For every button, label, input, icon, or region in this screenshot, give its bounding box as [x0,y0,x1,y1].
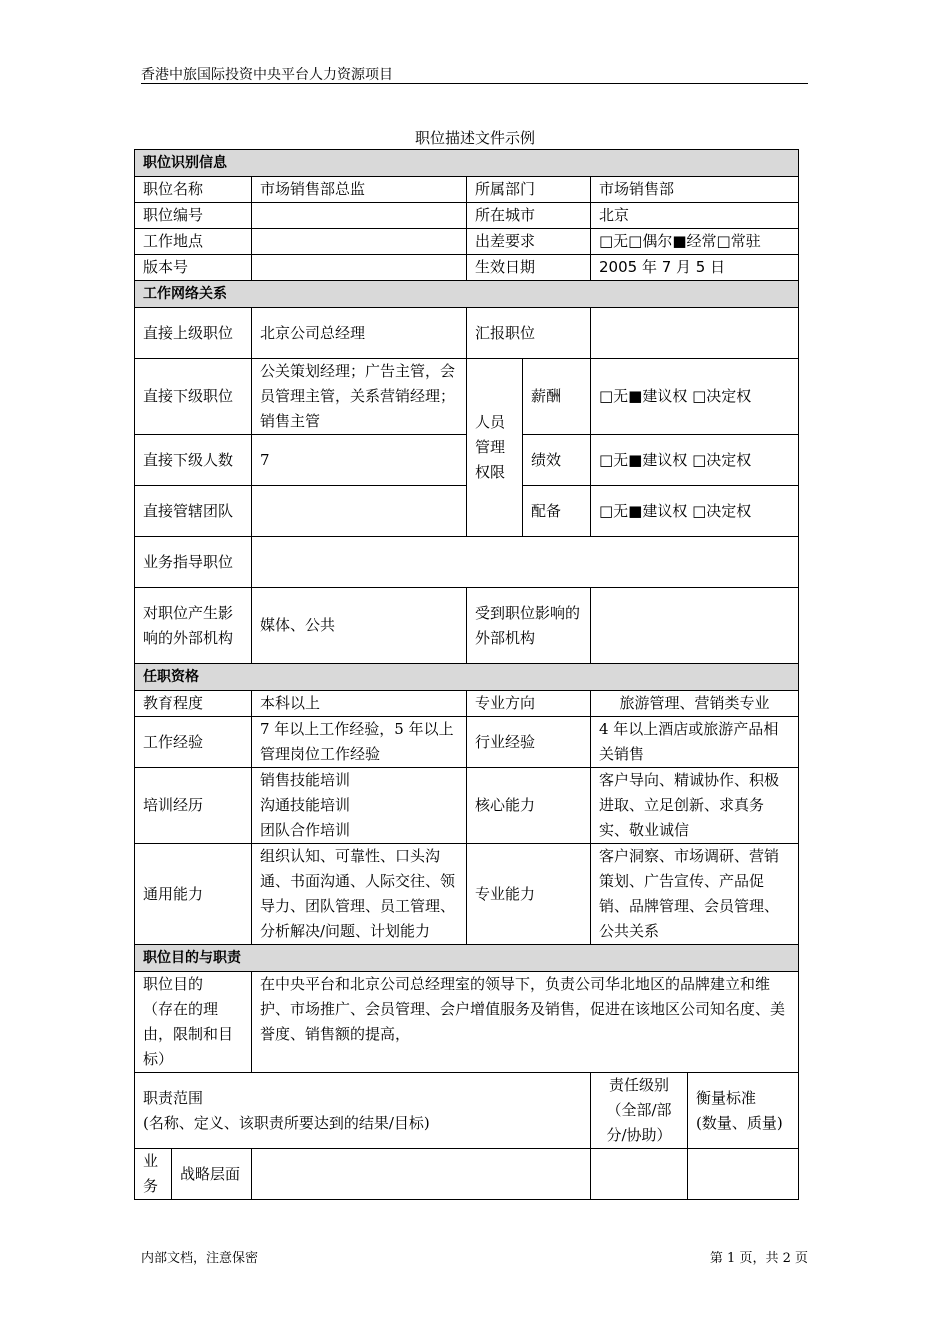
major-label: 专业方向 [467,691,591,717]
level-label: 责任级别 （全部/部分/协助） [591,1073,688,1149]
section-qualification: 任职资格 [135,664,799,691]
job-description-table [134,149,799,1200]
section-network: 工作网络关系 [135,281,799,308]
professional-value: 客户洞察、市场调研、营销策划、广告宣传、产品促销、品牌管理、会员管理、公共关系 [591,844,799,945]
team-label: 直接管辖团队 [135,486,252,537]
position-name-value: 市场销售部总监 [252,177,467,203]
ext-affected-label: 受到职位影响的外部机构 [467,588,591,664]
core-label: 核心能力 [467,768,591,844]
training-value: 销售技能培训 沟通技能培训 团队合作培训 [252,768,467,844]
education-value: 本科以上 [252,691,467,717]
ext-impact-value: 媒体、公共 [252,588,467,664]
salary-label: 薪酬 [523,359,591,435]
general-value: 组织认知、可靠性、口头沟通、书面沟通、人际交往、领导力、团队管理、员工管理、分析解决/问题、计划能力 [252,844,467,945]
subordinate-value: 公关策划经理；广告主管，会员管理主管，关系营销经理；销售主管 [252,359,467,435]
strategy-measure-value [688,1149,799,1200]
strategy-scope-value [252,1149,591,1200]
industry-value: 4 年以上酒店或旅游产品相关销售 [591,717,799,768]
dept-value: 市场销售部 [591,177,799,203]
guidance-value [252,537,799,588]
version-value [252,255,467,281]
code-label: 职位编号 [135,203,252,229]
hr-authority-label: 人员管理权限 [467,359,523,537]
location-label: 工作地点 [135,229,252,255]
position-name-label: 职位名称 [135,177,252,203]
code-value [252,203,467,229]
performance-label: 绩效 [523,435,591,486]
footer-page-number: 第 1 页，共 2 页 [709,1251,808,1266]
effective-date-label: 生效日期 [467,255,591,281]
purpose-text: 在中央平台和北京公司总经理室的领导下，负责公司华北地区的品牌建立和维护、市场推广、会员管理、会户增值服务及销售，促进在该地区公司知名度、美誉度、销售额的提高， [252,972,799,1073]
experience-label: 工作经验 [135,717,252,768]
footer-confidential: 内部文档，注意保密 [141,1251,259,1266]
training-label: 培训经历 [135,768,252,844]
experience-value: 7 年以上工作经验，5 年以上管理岗位工作经验 [252,717,467,768]
city-label: 所在城市 [467,203,591,229]
section-purpose: 职位目的与职责 [135,945,799,972]
city-value: 北京 [591,203,799,229]
dept-label: 所属部门 [467,177,591,203]
strategy-label: 战略层面 [172,1149,252,1200]
sub-count-label: 直接下级人数 [135,435,252,486]
subordinate-label: 直接下级职位 [135,359,252,435]
industry-label: 行业经验 [467,717,591,768]
purpose-label: 职位目的 （存在的理由，限制和目标） [135,972,252,1073]
general-label: 通用能力 [135,844,252,945]
travel-label: 出差要求 [467,229,591,255]
travel-value: □无□偶尔■经常□常驻 [591,229,799,255]
version-label: 版本号 [135,255,252,281]
effective-date-value: 2005 年 7 月 5 日 [591,255,799,281]
team-value [252,486,467,537]
business-label: 业务 [135,1149,172,1200]
salary-value: □无■建议权 □决定权 [591,359,799,435]
strategy-level-value [591,1149,688,1200]
superior-label: 直接上级职位 [135,308,252,359]
document-title: 职位描述文件示例 [414,129,535,147]
measure-label: 衡量标准 (数量、质量) [688,1073,799,1149]
staffing-value: □无■建议权 □决定权 [591,486,799,537]
major-value: 旅游管理、营销类专业 [591,691,799,717]
scope-label: 职责范围 (名称、定义、该职责所要达到的结果/目标) [135,1073,591,1149]
guidance-label: 业务指导职位 [135,537,252,588]
staffing-label: 配备 [523,486,591,537]
superior-value: 北京公司总经理 [252,308,467,359]
professional-label: 专业能力 [467,844,591,945]
header-rule [141,83,808,84]
ext-affected-value [591,588,799,664]
sub-count-value: 7 [252,435,467,486]
section-id-info: 职位识别信息 [135,150,799,177]
core-value: 客户导向、精诚协作、积极进取、立足创新、求真务实、敬业诚信 [591,768,799,844]
performance-value: □无■建议权 □决定权 [591,435,799,486]
header-project: 香港中旅国际投资中央平台人力资源项目 [141,67,393,83]
report-value [591,308,799,359]
location-value [252,229,467,255]
report-label: 汇报职位 [467,308,591,359]
ext-impact-label: 对职位产生影响的外部机构 [135,588,252,664]
education-label: 教育程度 [135,691,252,717]
